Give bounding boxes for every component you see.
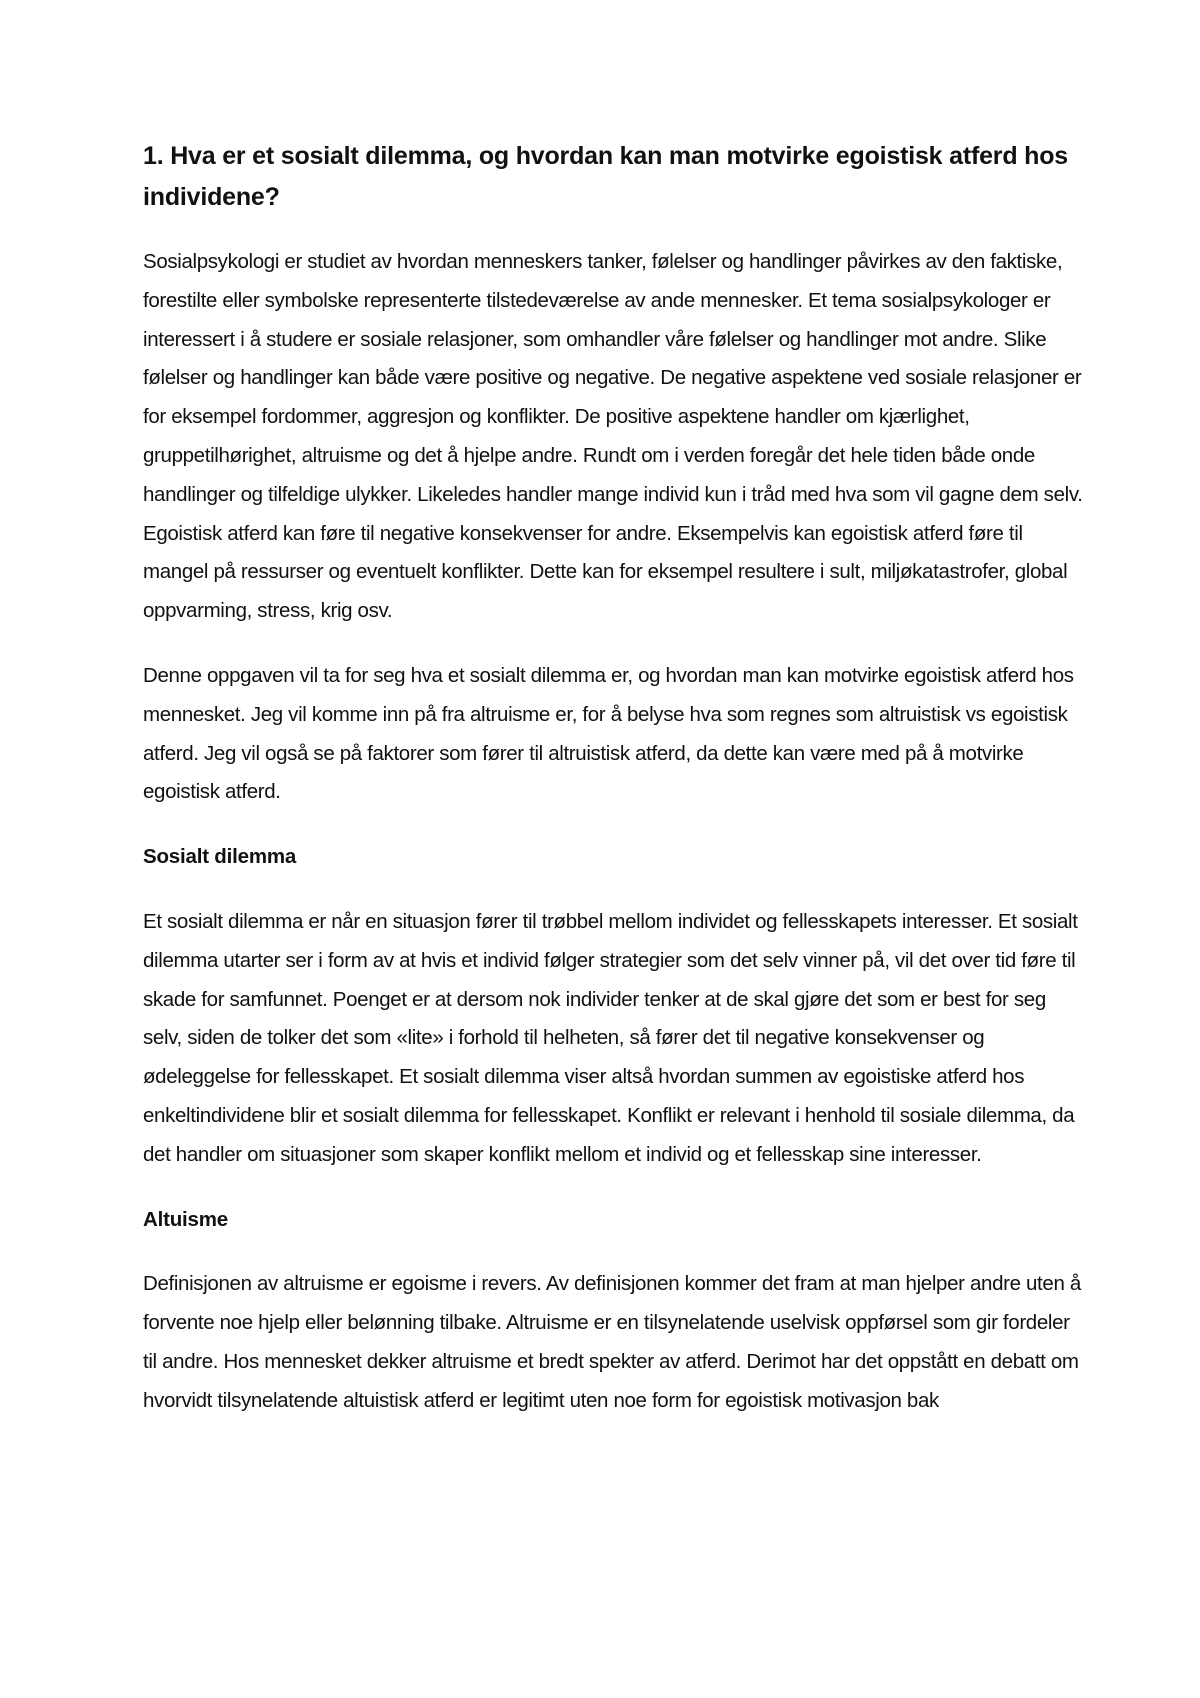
document-title: 1. Hva er et sosialt dilemma, og hvordan kan man motvirke egoistisk atferd hos individene? <box>143 142 1068 211</box>
intro-paragraph-1: Sosialpsykologi er studiet av hvordan menneskers tanker, følelser og handlinger påvirkes av den faktiske, forestilte eller symbolske representerte tilstedeværelse av ande mennesker. Et tema sosialpsykologer er interessert i å studere er sosiale relasjoner, som omhandler våre følelser og handlinger mot andre. Slike følelser og handlinger kan både være positive og negative. De negative aspektene ved sosiale relasjoner er for eksempel fordommer, aggresjon og konflikter. De positive aspektene handler om kjærlighet, gruppetilhørighet, altruisme og det å hjelpe andre. Rundt om i verden foregår det hele tiden både onde handlinger og tilfeldige ulykker. Likeledes handler mange individ kun i tråd med hva som vil gagne dem selv. Egoistisk atferd kan føre til negative konsekvenser for andre. Eksempelvis kan egoistisk atferd føre til mangel på ressurser og eventuelt konflikter. Dette kan for eksempel resultere i sult, miljøkatastrofer, global oppvarming, stress, krig osv. <box>143 250 1083 623</box>
section-paragraph-altuisme: Definisjonen av altruisme er egoisme i revers. Av definisjonen kommer det fram at man hjelper andre uten å forvente noe hjelp eller belønning tilbake. Altruisme er en tilsynelatende uselvisk oppførsel som gir fordeler til andre. Hos mennesket dekker altruisme et bredt spekter av atferd. Derimot har det oppstått en debatt om hvorvidt tilsynelatende altuistisk atferd er legitimt uten noe form for egoistisk motivasjon bak <box>143 1272 1081 1412</box>
document-body <box>143 136 1083 1447</box>
intro-paragraph-2: Denne oppgaven vil ta for seg hva et sosialt dilemma er, og hvordan man kan motvirke egoistisk atferd hos mennesket. Jeg vil komme inn på fra altruisme er, for å belyse hva som regnes som altruistisk vs egoistisk atferd. Jeg vil også se på faktorer som fører til altruistisk atferd, da dette kan være med på å motvirke egoistisk atferd. <box>143 663 1074 804</box>
section-heading-sosialt-dilemma: Sosialt dilemma <box>143 845 297 869</box>
section-paragraph-sosialt-dilemma: Et sosialt dilemma er når en situasjon fører til trøbbel mellom individet og fellesskapets interesser. Et sosialt dilemma utarter ser i form av at hvis et individ følger strategier som det selv vinner på, vil det over tid føre til skade for samfunnet. Poenget er at dersom nok individer tenker at de skal gjøre det som er best for seg selv, siden de tolker det som «lite» i forhold til helheten, så fører det til negative konsekvenser og ødeleggelse for fellesskapet. Et sosialt dilemma viser altså hvordan summen av egoistiske atferd hos enkeltindividene blir et sosialt dilemma for fellesskapet. Konflikt er relevant i henhold til sosiale dilemma, da det handler om situasjoner som skaper konflikt mellom et individ og et fellesskap sine interesser. <box>143 909 1078 1166</box>
section-heading-altuisme: Altuisme <box>143 1207 228 1231</box>
